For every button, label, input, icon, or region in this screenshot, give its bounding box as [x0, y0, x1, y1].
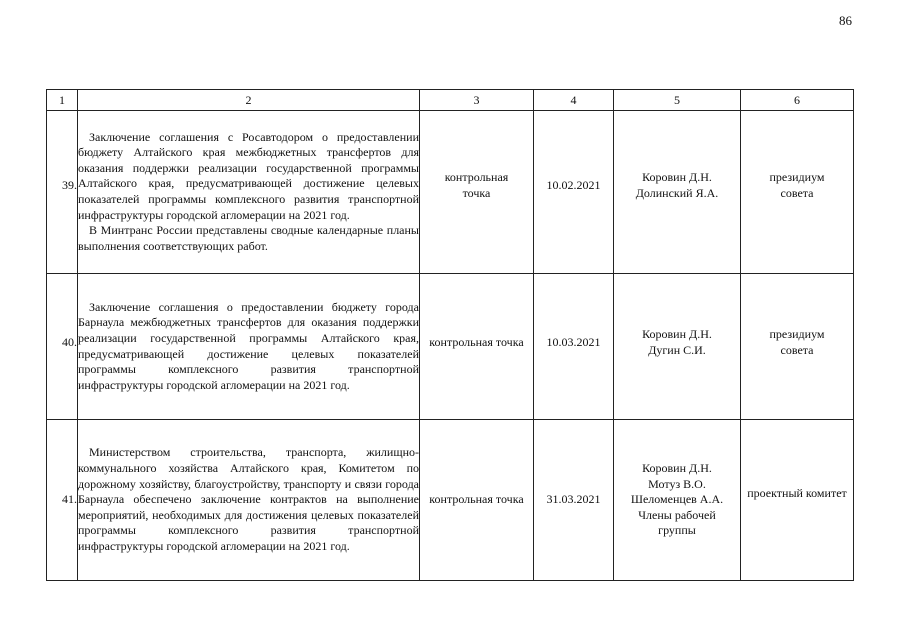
- row-date: 10.02.2021: [534, 111, 614, 274]
- table-header-row: [47, 90, 854, 111]
- row-level: президиум совета: [741, 274, 854, 420]
- row-type: контрольная точка: [420, 420, 534, 581]
- description-paragraph: В Минтранс России представлены сводные календарные планы выполнения соответствующих работ.: [78, 223, 419, 253]
- header-cell-2: 2: [78, 90, 420, 111]
- row-type: контрольная точка: [420, 274, 534, 420]
- row-description: [78, 420, 420, 581]
- header-cell-1: 1: [47, 90, 78, 111]
- header-cell-3: 3: [420, 90, 534, 111]
- description-paragraph: Заключение соглашения о предоставлении бюджету города Барнаула межбюджетных трансфертов для оказания поддержки реализации государственной программы Алтайского края, предусматривающей достижение целевых показателей программы комплексного развития транспортной инфраструктуры городской агломерации на 2021 год.: [78, 299, 419, 392]
- header-cell-4: 4: [534, 90, 614, 111]
- row-description: [78, 111, 420, 274]
- row-type: контрольная точка: [420, 111, 534, 274]
- table-row: [47, 111, 854, 274]
- table-row: [47, 274, 854, 420]
- row-date: 10.03.2021: [534, 274, 614, 420]
- row-description: [78, 274, 420, 420]
- row-level: президиум совета: [741, 111, 854, 274]
- row-number: 40.: [47, 274, 78, 420]
- row-date: 31.03.2021: [534, 420, 614, 581]
- header-cell-6: 6: [741, 90, 854, 111]
- table-row: [47, 420, 854, 581]
- plan-table: [46, 89, 854, 581]
- description-paragraph: Министерством строительства, транспорта, жилищно-коммунального хозяйства Алтайского края, Комитетом по дорожному хозяйству, благоустройству, транспорту и связи города Барнаула обеспечено заключение контрактов на выполнение мероприятий, необходимых для достижения целевых показателей программы комплексного развития транспортной инфраструктуры городской агломерации на 2021 год.: [78, 445, 419, 553]
- row-number: 39.: [47, 111, 78, 274]
- row-responsible: Коровин Д.Н. Долинский Я.А.: [614, 111, 741, 274]
- row-level: проектный комитет: [741, 420, 854, 581]
- description-paragraph: Заключение соглашения с Росавтодором о предоставлении бюджету Алтайского края межбюджетных трансфертов для оказания поддержки реализации государственной программы Алтайского края, предусматривающей достижение целевых показателей программы комплексного развития транспортной инфраструктуры городской агломерации на 2021 год.: [78, 129, 419, 222]
- row-number: 41.: [47, 420, 78, 581]
- row-responsible: Коровин Д.Н. Мотуз В.О. Шеломенцев А.А. Члены рабочей группы: [614, 420, 741, 581]
- row-responsible: Коровин Д.Н. Дугин С.И.: [614, 274, 741, 420]
- header-cell-5: 5: [614, 90, 741, 111]
- page-number: 86: [839, 13, 852, 28]
